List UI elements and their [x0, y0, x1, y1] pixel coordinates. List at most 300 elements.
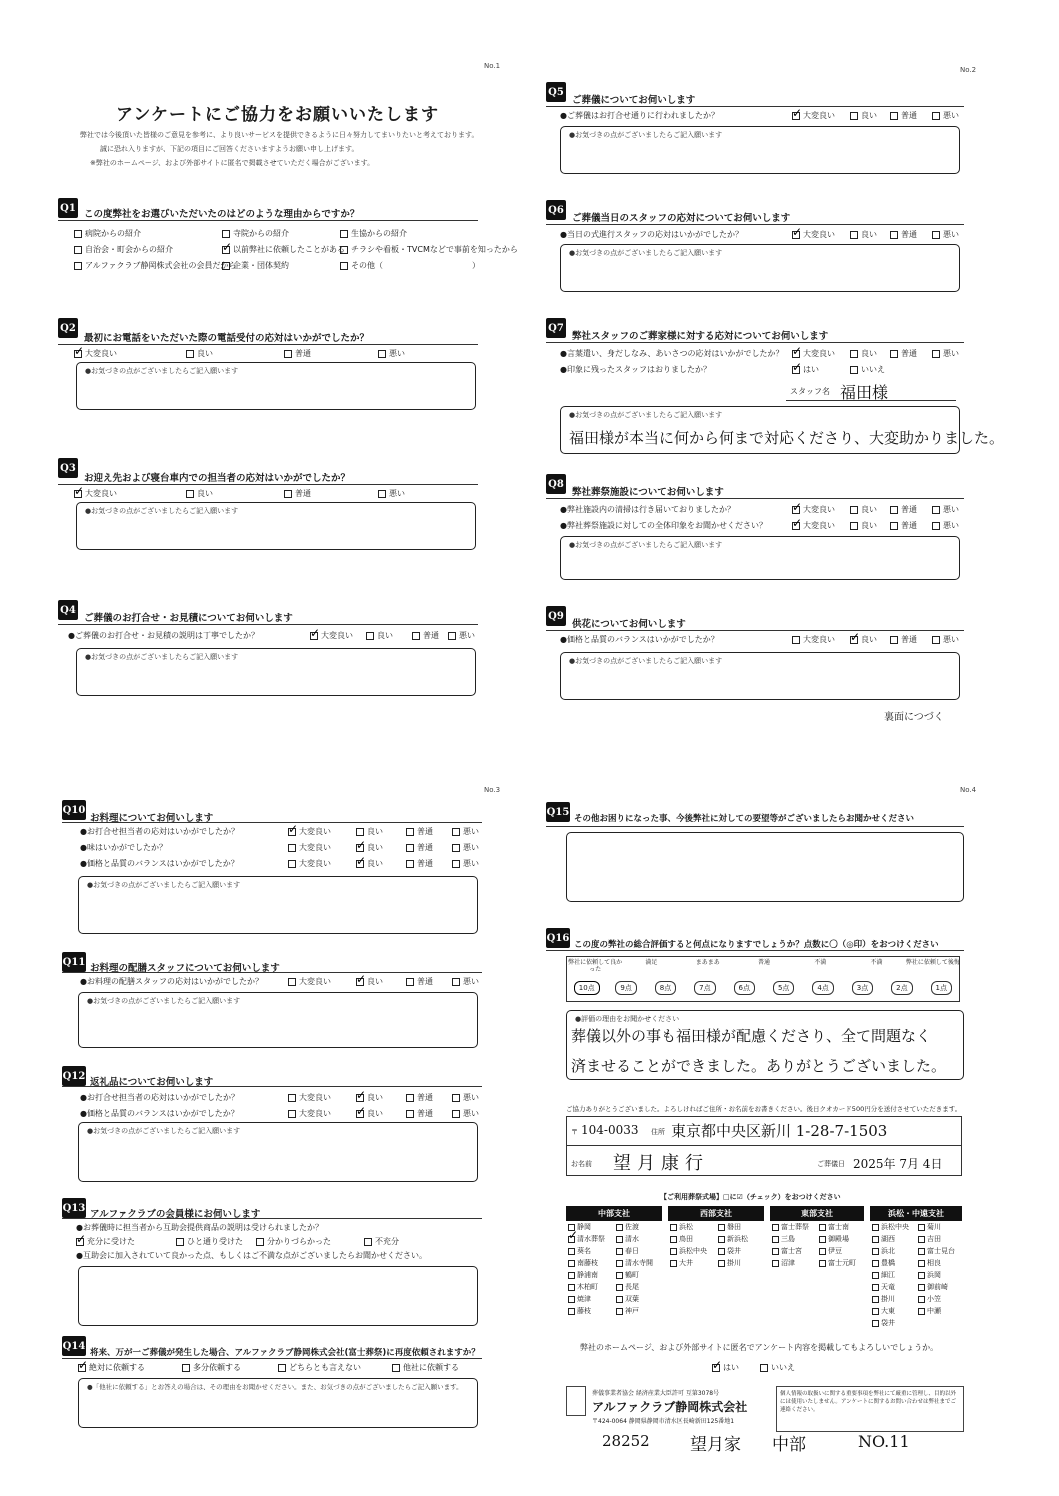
option[interactable]	[288, 976, 331, 987]
checkbox-icon[interactable]	[850, 506, 858, 514]
branch-item[interactable]	[819, 1246, 842, 1257]
option[interactable]	[78, 1362, 145, 1373]
checkbox-icon[interactable]	[670, 1248, 677, 1255]
checkbox-icon[interactable]	[850, 522, 858, 530]
branch-item[interactable]	[772, 1234, 795, 1245]
option[interactable]	[452, 976, 479, 987]
branch-item[interactable]	[616, 1306, 639, 1317]
branch-item[interactable]	[918, 1234, 941, 1245]
checkbox-icon[interactable]	[932, 112, 940, 120]
checkbox-icon[interactable]	[819, 1224, 826, 1231]
option[interactable]	[792, 520, 835, 531]
checkbox-icon[interactable]	[288, 828, 296, 836]
checkbox-icon[interactable]	[176, 1238, 184, 1246]
rating-point[interactable]: 3点	[852, 981, 873, 995]
branch-item[interactable]	[872, 1270, 895, 1281]
checkbox-icon[interactable]	[872, 1284, 879, 1291]
checkbox-icon[interactable]	[918, 1272, 925, 1279]
option[interactable]	[288, 858, 331, 869]
comment-box[interactable]	[78, 992, 478, 1048]
checkbox-icon[interactable]	[74, 246, 82, 254]
checkbox-icon[interactable]	[74, 490, 82, 498]
branch-item[interactable]	[568, 1258, 598, 1269]
option[interactable]	[850, 110, 877, 121]
option[interactable]	[288, 1108, 331, 1119]
checkbox-icon[interactable]	[222, 262, 230, 270]
branch-item[interactable]	[670, 1234, 693, 1245]
checkbox-icon[interactable]	[310, 632, 318, 640]
checkbox-icon[interactable]	[568, 1272, 575, 1279]
option[interactable]	[74, 260, 237, 271]
checkbox-icon[interactable]	[378, 490, 386, 498]
checkbox-icon[interactable]	[288, 978, 296, 986]
branch-item[interactable]	[872, 1246, 895, 1257]
option[interactable]	[890, 110, 917, 121]
checkbox-icon[interactable]	[932, 231, 940, 239]
checkbox-icon[interactable]	[340, 246, 348, 254]
checkbox-icon[interactable]	[850, 112, 858, 120]
branch-item[interactable]	[772, 1246, 802, 1257]
option[interactable]	[74, 348, 117, 359]
checkbox-icon[interactable]	[772, 1248, 779, 1255]
checkbox-icon[interactable]	[356, 1110, 364, 1118]
option[interactable]	[448, 630, 475, 641]
rating-point[interactable]: 4点	[812, 981, 833, 995]
branch-item[interactable]	[872, 1294, 895, 1305]
rating-point[interactable]: 7点	[694, 981, 715, 995]
branch-item[interactable]	[872, 1222, 909, 1233]
checkbox-icon[interactable]	[792, 231, 800, 239]
option[interactable]	[288, 842, 331, 853]
checkbox-icon[interactable]	[568, 1284, 575, 1291]
option[interactable]	[890, 504, 917, 515]
checkbox-icon[interactable]	[890, 522, 898, 530]
rating-point-cell	[882, 981, 921, 995]
comment-box[interactable]	[78, 1122, 478, 1182]
option[interactable]	[74, 488, 117, 499]
comment-box[interactable]	[78, 1266, 478, 1326]
checkbox-icon[interactable]	[792, 112, 800, 120]
checkbox-icon[interactable]	[74, 262, 82, 270]
checkbox-icon[interactable]	[186, 350, 194, 358]
branch-item[interactable]	[772, 1222, 809, 1233]
branch-item[interactable]	[819, 1258, 856, 1269]
checkbox-icon[interactable]	[378, 350, 386, 358]
checkbox-icon[interactable]	[568, 1248, 575, 1255]
checkbox-icon[interactable]	[356, 978, 364, 986]
option[interactable]	[932, 110, 959, 121]
checkbox-icon[interactable]	[288, 1110, 296, 1118]
branch-item[interactable]	[872, 1258, 895, 1269]
rating-point[interactable]: 1点	[931, 981, 952, 995]
branch-header: 西部支社	[668, 1206, 764, 1221]
option[interactable]	[76, 1236, 135, 1247]
reason-box[interactable]	[566, 1010, 964, 1080]
branch-item[interactable]	[616, 1234, 639, 1245]
checkbox-icon[interactable]	[932, 506, 940, 514]
option[interactable]	[340, 228, 407, 239]
branch-item[interactable]	[918, 1294, 941, 1305]
branch-label: 浜松	[679, 1223, 693, 1231]
checkbox-icon[interactable]	[288, 1094, 296, 1102]
thanks-text: ご協力ありがとうございました。よろしければご住所・お名前をお書きください。後日クオカード500円分を送付させていただきます。	[566, 1105, 962, 1113]
checkbox-icon[interactable]	[568, 1260, 575, 1267]
checkbox-icon[interactable]	[670, 1236, 677, 1243]
option[interactable]	[356, 842, 383, 853]
checkbox-icon[interactable]	[412, 632, 420, 640]
checkbox-icon[interactable]	[872, 1320, 879, 1327]
checkbox-icon[interactable]	[872, 1260, 879, 1267]
checkbox-icon[interactable]	[918, 1284, 925, 1291]
checkbox-icon[interactable]	[356, 844, 364, 852]
checkbox-icon[interactable]	[890, 231, 898, 239]
branch-item[interactable]	[772, 1258, 795, 1269]
checkbox-icon[interactable]	[74, 230, 82, 238]
checkbox-icon[interactable]	[918, 1296, 925, 1303]
checkbox-icon[interactable]	[890, 112, 898, 120]
option[interactable]	[366, 630, 393, 641]
permission-no[interactable]	[760, 1362, 795, 1373]
option[interactable]	[278, 1362, 361, 1373]
comment-box[interactable]	[76, 362, 476, 410]
branch-item[interactable]	[670, 1246, 707, 1257]
branch-item[interactable]	[819, 1234, 849, 1245]
checkbox-icon[interactable]	[872, 1308, 879, 1315]
branch-item[interactable]	[568, 1234, 605, 1245]
checkbox-icon[interactable]	[918, 1224, 925, 1231]
branch-item[interactable]	[819, 1222, 849, 1233]
option[interactable]	[452, 826, 479, 837]
option[interactable]	[932, 634, 959, 645]
option[interactable]	[356, 858, 383, 869]
checkbox-icon[interactable]	[772, 1260, 779, 1267]
option[interactable]	[850, 229, 877, 240]
checkbox-icon[interactable]	[872, 1248, 879, 1255]
checkbox-icon[interactable]	[356, 828, 364, 836]
option[interactable]	[452, 858, 479, 869]
checkbox-icon[interactable]	[772, 1224, 779, 1231]
checkbox-icon[interactable]	[616, 1236, 623, 1243]
checkbox-icon[interactable]	[760, 1364, 768, 1372]
option[interactable]	[288, 826, 331, 837]
option-label: 普通	[417, 977, 433, 986]
checkbox-icon[interactable]	[568, 1308, 575, 1315]
comment-box[interactable]	[560, 126, 960, 174]
checkbox-icon[interactable]	[452, 1110, 460, 1118]
option[interactable]	[256, 1236, 331, 1247]
checkbox-icon[interactable]	[872, 1224, 879, 1231]
checkbox-icon[interactable]	[78, 1364, 86, 1372]
option[interactable]	[792, 229, 835, 240]
checkbox-icon[interactable]	[288, 844, 296, 852]
checkbox-icon[interactable]	[406, 978, 414, 986]
checkbox-icon[interactable]	[819, 1248, 826, 1255]
option-label: 大変良い	[803, 505, 835, 514]
divider	[58, 344, 478, 345]
checkbox-icon[interactable]	[670, 1224, 677, 1231]
comment-box[interactable]	[566, 832, 964, 902]
branch-label: 吉田	[927, 1235, 941, 1243]
checkbox-icon[interactable]	[76, 1238, 84, 1246]
option[interactable]	[284, 488, 311, 499]
branch-item[interactable]	[568, 1270, 598, 1281]
option[interactable]	[186, 348, 213, 359]
option[interactable]	[340, 244, 518, 255]
checkbox-icon[interactable]	[616, 1296, 623, 1303]
option[interactable]	[392, 1362, 459, 1373]
checkbox-icon[interactable]	[616, 1272, 623, 1279]
checkbox-icon[interactable]	[452, 844, 460, 852]
checkbox-icon[interactable]	[616, 1248, 623, 1255]
branch-item[interactable]	[918, 1258, 941, 1269]
checkbox-icon[interactable]	[364, 1238, 372, 1246]
checkbox-icon[interactable]	[918, 1248, 925, 1255]
postal-code[interactable]: 104-0033	[581, 1123, 639, 1137]
checkbox-icon[interactable]	[918, 1236, 925, 1243]
comment-box[interactable]	[76, 648, 476, 696]
checkbox-icon[interactable]	[819, 1236, 826, 1243]
checkbox-icon[interactable]	[890, 636, 898, 644]
checkbox-icon[interactable]	[448, 632, 456, 640]
option[interactable]	[364, 1236, 399, 1247]
comment-box[interactable]	[78, 1378, 478, 1428]
checkbox-icon[interactable]	[792, 636, 800, 644]
checkbox-icon[interactable]	[932, 350, 940, 358]
option[interactable]	[186, 488, 213, 499]
option-label: 大変良い	[803, 230, 835, 239]
rating-point[interactable]: 5点	[773, 981, 794, 995]
date-value[interactable]: 2025年 7月 4日	[853, 1157, 943, 1171]
option[interactable]	[890, 229, 917, 240]
branch-item[interactable]	[616, 1246, 639, 1257]
checkbox-icon[interactable]	[406, 844, 414, 852]
option[interactable]	[452, 1108, 479, 1119]
checkbox-icon[interactable]	[186, 490, 194, 498]
checkbox-icon[interactable]	[222, 246, 230, 254]
branch-item[interactable]	[616, 1294, 639, 1305]
checkbox-icon[interactable]	[406, 860, 414, 868]
checkbox-icon[interactable]	[284, 490, 292, 498]
checkbox-icon[interactable]	[850, 231, 858, 239]
branch-item[interactable]	[872, 1234, 895, 1245]
checkbox-icon[interactable]	[406, 1094, 414, 1102]
option[interactable]	[74, 228, 141, 239]
checkbox-icon[interactable]	[222, 230, 230, 238]
branch-item[interactable]	[616, 1258, 653, 1269]
option[interactable]	[412, 630, 439, 641]
checkbox-icon[interactable]	[918, 1308, 925, 1315]
checkbox-icon[interactable]	[772, 1236, 779, 1243]
branch-item[interactable]	[872, 1318, 895, 1329]
option[interactable]	[284, 348, 311, 359]
rating-point[interactable]: 8点	[655, 981, 676, 995]
option[interactable]	[932, 520, 959, 531]
option[interactable]	[932, 348, 959, 359]
checkbox-icon[interactable]	[850, 636, 858, 644]
checkbox-icon[interactable]	[872, 1296, 879, 1303]
option[interactable]	[356, 1092, 383, 1103]
branch-item[interactable]	[918, 1246, 955, 1257]
option-label: 大変良い	[299, 859, 331, 868]
option[interactable]	[74, 244, 173, 255]
checkbox-icon[interactable]	[712, 1364, 720, 1372]
option[interactable]	[792, 634, 835, 645]
branch-item[interactable]	[568, 1306, 591, 1317]
option[interactable]	[792, 504, 835, 515]
branch-item[interactable]	[616, 1270, 639, 1281]
checkbox-icon[interactable]	[452, 828, 460, 836]
branch-item[interactable]	[918, 1222, 941, 1233]
checkbox-icon[interactable]	[392, 1364, 400, 1372]
checkbox-icon[interactable]	[356, 860, 364, 868]
checkbox-icon[interactable]	[288, 860, 296, 868]
branch-item[interactable]	[616, 1222, 639, 1233]
branch-item[interactable]	[918, 1306, 941, 1317]
checkbox-icon[interactable]	[406, 1110, 414, 1118]
option[interactable]	[356, 1108, 383, 1119]
checkbox-icon[interactable]	[890, 350, 898, 358]
checkbox-icon[interactable]	[850, 366, 858, 374]
checkbox-icon[interactable]	[74, 350, 82, 358]
checkbox-icon[interactable]	[932, 636, 940, 644]
checkbox-icon[interactable]	[568, 1236, 575, 1243]
option[interactable]	[182, 1362, 241, 1373]
option[interactable]	[222, 260, 289, 271]
checkbox-icon[interactable]	[616, 1260, 623, 1267]
option[interactable]	[932, 229, 959, 240]
option[interactable]	[850, 634, 877, 645]
rating-point[interactable]: 9点	[615, 981, 636, 995]
checkbox-icon[interactable]	[284, 350, 292, 358]
checkbox-icon[interactable]	[872, 1272, 879, 1279]
branch-item[interactable]	[616, 1282, 639, 1293]
branch-item[interactable]	[872, 1306, 895, 1317]
option[interactable]	[406, 1108, 433, 1119]
checkbox-icon[interactable]	[718, 1236, 725, 1243]
branch-item[interactable]	[568, 1282, 598, 1293]
checkbox-icon[interactable]	[340, 230, 348, 238]
address-value[interactable]: 東京都中央区新川 1-28-7-1503	[671, 1122, 888, 1140]
checkbox-icon[interactable]	[568, 1296, 575, 1303]
option[interactable]	[406, 976, 433, 987]
branch-item[interactable]	[918, 1282, 948, 1293]
checkbox-icon[interactable]	[792, 366, 800, 374]
comment-box[interactable]	[560, 652, 960, 700]
branch-item[interactable]	[718, 1222, 741, 1233]
checkbox-icon[interactable]	[452, 860, 460, 868]
checkbox-icon[interactable]	[452, 1094, 460, 1102]
branch-item[interactable]	[718, 1258, 741, 1269]
option[interactable]	[406, 858, 433, 869]
branch-item[interactable]	[718, 1234, 748, 1245]
option[interactable]	[356, 826, 383, 837]
branch-item[interactable]	[718, 1246, 741, 1257]
option[interactable]	[850, 504, 877, 515]
checkbox-icon[interactable]	[792, 350, 800, 358]
checkbox-icon[interactable]	[718, 1224, 725, 1231]
option[interactable]	[222, 244, 345, 255]
option[interactable]	[378, 348, 405, 359]
option[interactable]	[310, 630, 353, 641]
name-value[interactable]: 望月康行	[613, 1153, 709, 1174]
branch-item[interactable]	[918, 1270, 941, 1281]
option[interactable]	[850, 348, 877, 359]
option[interactable]	[792, 348, 835, 359]
comment-box[interactable]	[78, 876, 478, 934]
rating-point[interactable]: 10点	[574, 981, 600, 995]
checkbox-icon[interactable]	[890, 506, 898, 514]
option[interactable]	[850, 364, 885, 375]
option[interactable]	[356, 976, 383, 987]
comment-box[interactable]	[560, 244, 960, 292]
branch-item[interactable]	[568, 1246, 591, 1257]
checkbox-icon[interactable]	[366, 632, 374, 640]
checkbox-icon[interactable]	[792, 506, 800, 514]
option[interactable]	[406, 1092, 433, 1103]
option[interactable]	[932, 504, 959, 515]
checkbox-icon[interactable]	[792, 522, 800, 530]
option[interactable]	[890, 348, 917, 359]
branch-item[interactable]	[568, 1294, 591, 1305]
checkbox-icon[interactable]	[616, 1308, 623, 1315]
comment-label: ●お気づきの点がございましたらご記入願います	[569, 249, 723, 257]
permission-yes[interactable]	[712, 1362, 739, 1373]
checkbox-icon[interactable]	[452, 978, 460, 986]
checkbox-icon[interactable]	[850, 350, 858, 358]
rating-point[interactable]: 2点	[891, 981, 912, 995]
checkbox-icon[interactable]	[256, 1238, 264, 1246]
checkbox-icon[interactable]	[718, 1260, 725, 1267]
checkbox-icon[interactable]	[278, 1364, 286, 1372]
option[interactable]	[792, 364, 819, 375]
checkbox-icon[interactable]	[356, 1094, 364, 1102]
option[interactable]	[288, 1092, 331, 1103]
option[interactable]	[452, 842, 479, 853]
option[interactable]	[176, 1236, 243, 1247]
comment-box[interactable]	[76, 502, 476, 550]
option[interactable]	[850, 520, 877, 531]
comment-box[interactable]	[560, 536, 960, 580]
option-label: 自治会・町会からの紹介	[85, 245, 173, 254]
comment-box[interactable]	[560, 406, 1005, 454]
checkbox-icon[interactable]	[616, 1284, 623, 1291]
option[interactable]	[378, 488, 405, 499]
checkbox-icon[interactable]	[406, 828, 414, 836]
branch-item[interactable]	[670, 1258, 693, 1269]
branch-item[interactable]	[872, 1282, 895, 1293]
option[interactable]	[222, 228, 289, 239]
option[interactable]	[406, 826, 433, 837]
checkbox-icon[interactable]	[182, 1364, 190, 1372]
rating-point[interactable]: 6点	[734, 981, 755, 995]
option[interactable]	[340, 260, 383, 271]
checkbox-icon[interactable]	[872, 1236, 879, 1243]
checkbox-icon[interactable]	[718, 1248, 725, 1255]
checkbox-icon[interactable]	[340, 262, 348, 270]
option[interactable]	[406, 842, 433, 853]
checkbox-icon[interactable]	[670, 1260, 677, 1267]
option[interactable]	[890, 634, 917, 645]
checkbox-icon[interactable]	[616, 1224, 623, 1231]
option[interactable]	[792, 110, 835, 121]
checkbox-icon[interactable]	[819, 1260, 826, 1267]
option[interactable]	[452, 1092, 479, 1103]
option-label: いいえ	[771, 1363, 795, 1372]
option[interactable]	[890, 520, 917, 531]
checkbox-icon[interactable]	[918, 1260, 925, 1267]
checkbox-icon[interactable]	[932, 522, 940, 530]
branch-item[interactable]	[670, 1222, 693, 1233]
